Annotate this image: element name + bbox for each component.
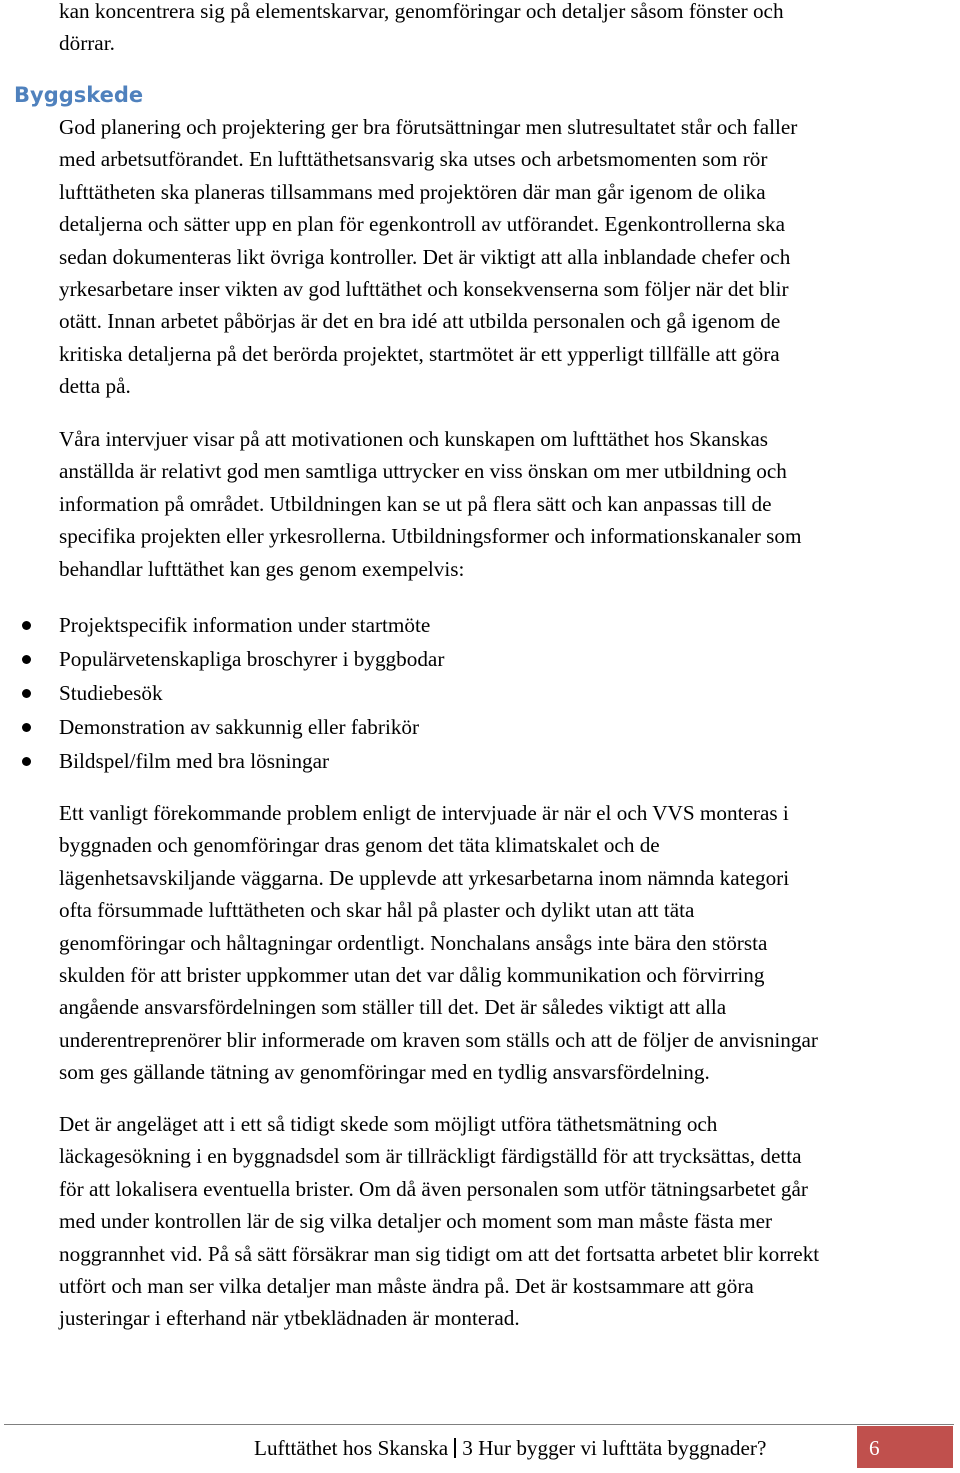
paragraph-line: Det är angeläget att i ett så tidigt skede som möjligt utföra täthetsmätning och: [59, 1112, 718, 1136]
paragraph-line: behandlar lufttäthet kan ges genom exempelvis:: [59, 556, 465, 581]
bullet-icon: [22, 655, 31, 664]
paragraph-line: anställda är relativt god men samtliga uttrycker en viss önskan om mer utbildning och: [59, 459, 787, 484]
footer-divider: [4, 1424, 954, 1425]
intro-line: dörrar.: [59, 31, 115, 56]
list-item: [0, 608, 960, 642]
list-item-text: Demonstration av sakkunnig eller fabrikör: [59, 715, 420, 739]
paragraph-line: sedan dokumenteras likt övriga kontroller. Det är viktigt att alla inblandade chefer och: [59, 244, 791, 269]
paragraph-installations: [59, 797, 941, 1089]
list-item-text: Bildspel/film med bra lösningar: [59, 749, 330, 773]
paragraph-tightness-testing: [59, 1108, 941, 1335]
paragraph-line: detaljerna och sätter upp en plan för egenkontroll av utförandet. Egenkontrollerna ska: [59, 212, 785, 237]
training-forms-list: [0, 608, 960, 778]
paragraph-line: med under kontrollen lär de sig vilka detaljer och moment som man måste fästa mer: [59, 1209, 773, 1234]
list-item-text: Projektspecifik information under startmöte: [59, 613, 431, 637]
paragraph-line: som ges gällande tätning av genomföringar med en tydlig ansvarsfördelning.: [59, 1060, 710, 1085]
paragraph-line: lägenhetsavskiljande väggarna. De upplevde att yrkesarbetarna inom nämnda kategori: [59, 865, 790, 890]
paragraph-line: för att lokalisera eventuella brister. Om då även personalen som utför tätningsarbetet går: [59, 1176, 808, 1201]
page-number-badge: [857, 1426, 953, 1468]
list-item: [0, 744, 960, 778]
page-footer: [254, 1432, 766, 1464]
paragraph-line: med arbetsutförandet. En lufttäthetsansvarig ska utses och arbetsmomenten som rör: [59, 147, 768, 172]
list-item: [0, 642, 960, 676]
paragraph-line: God planering och projektering ger bra förutsättningar men slutresultatet står och faller: [59, 115, 798, 139]
page-number: 6: [869, 1436, 880, 1460]
paragraph-line: kritiska detaljerna på det berörda projektet, startmötet är ett ypperligt tillfälle att göra: [59, 341, 780, 366]
paragraph-line: Våra intervjuer visar på att motivationen och kunskapen om lufttäthet hos Skanskas: [59, 427, 769, 451]
bullet-icon: [22, 723, 31, 732]
bullet-icon: [22, 757, 31, 766]
paragraph-line: skulden för att brister uppkommer utan det var dålig kommunikation och förvirring: [59, 963, 765, 988]
paragraph-line: byggnaden och genomföringar dras genom det täta klimatskalet och de: [59, 833, 660, 858]
paragraph-planning: [59, 111, 941, 403]
paragraph-line: ofta försummade lufttätheten och skar hål på plaster och dylikt utan att täta: [59, 898, 695, 923]
list-item: [0, 710, 960, 744]
intro-paragraph: [59, 0, 941, 60]
paragraph-line: yrkesarbetare inser vikten av god lufttäthet och konsekvenserna som följer när det blir: [59, 277, 789, 302]
paragraph-interviews: [59, 423, 941, 585]
paragraph-line: genomföringar och håltagningar ordentligt. Nonchalans ansågs inte bära den största: [59, 930, 768, 955]
intro-line: kan koncentrera sig på elementskarvar, genomföringar och detaljer såsom fönster och: [59, 0, 784, 23]
paragraph-line: underentreprenörer blir informerade om kraven som ställs och att de följer de anvisningar: [59, 1027, 818, 1052]
bullet-icon: [22, 621, 31, 630]
paragraph-line: justeringar i efterhand när ytbeklädnaden är monterad.: [59, 1306, 520, 1331]
bullet-icon: [22, 689, 31, 698]
paragraph-line: läckagesökning i en byggnadsdel som är tillräckligt färdigställd för att trycksättas, detta: [59, 1144, 802, 1169]
paragraph-line: specifika projekten eller yrkesrollerna. Utbildningsformer och informationskanaler som: [59, 524, 802, 549]
footer-separator: [454, 1438, 456, 1458]
list-item: [0, 676, 960, 710]
paragraph-line: utfört och man ser vilka detaljer man måste ändra på. Det är kostsammare att göra: [59, 1274, 754, 1299]
paragraph-line: information på området. Utbildningen kan se ut på flera sätt och kan anpassas till de: [59, 491, 772, 516]
list-item-text: Studiebesök: [59, 681, 163, 705]
section-heading: Byggskede: [14, 83, 144, 107]
paragraph-line: otätt. Innan arbetet påbörjas är det en bra idé att utbilda personalen och gå igenom de: [59, 309, 781, 334]
list-item-text: Populärvetenskapliga broschyrer i byggbodar: [59, 647, 445, 671]
paragraph-line: angående ansvarsfördelningen som ställer till det. Det är således viktigt att alla: [59, 995, 727, 1020]
paragraph-line: lufttätheten ska planeras tillsammans med projektören där man går igenom de olika: [59, 179, 766, 204]
paragraph-line: noggrannhet vid. På så sätt försäkrar man sig tidigt om att det fortsatta arbetet blir korrekt: [59, 1241, 820, 1266]
paragraph-line: detta på.: [59, 374, 131, 399]
footer-chapter-title: 3 Hur bygger vi lufttäta byggnader?: [462, 1436, 767, 1460]
paragraph-line: Ett vanligt förekommande problem enligt de intervjuade är när el och VVS monteras i: [59, 801, 789, 825]
footer-document-title: Lufttäthet hos Skanska: [254, 1436, 449, 1460]
